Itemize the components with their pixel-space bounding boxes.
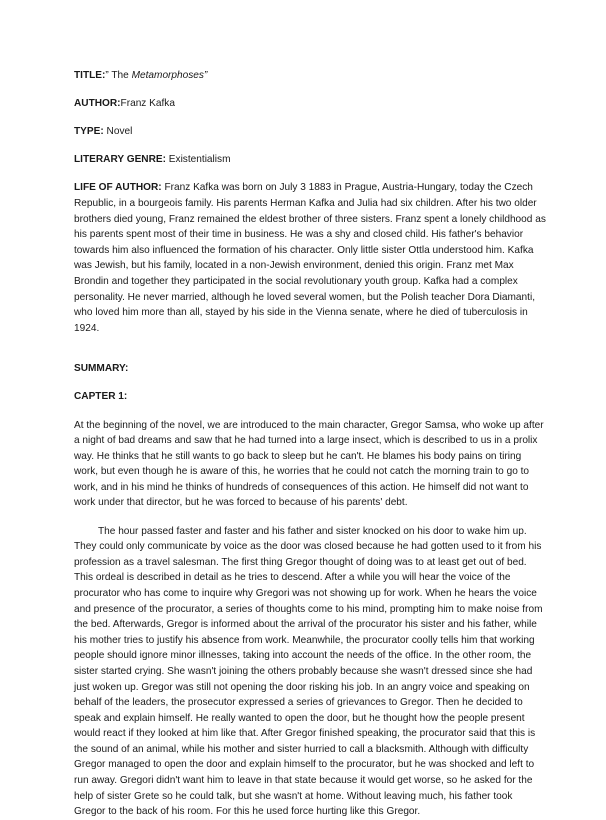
type-label: TYPE: [74, 126, 104, 138]
genre-label: LITERARY GENRE: [74, 154, 166, 166]
genre-line [74, 152, 546, 168]
title-prefix: ” The [105, 70, 132, 81]
title-line [74, 68, 546, 84]
chapter-heading-text: CAPTER 1: [74, 391, 128, 403]
author-value: Franz Kafka [120, 98, 175, 110]
summary-heading-text: SUMMARY: [74, 363, 129, 375]
life-of-author-paragraph [74, 180, 546, 336]
life-text: Franz Kafka was born on July 3 1883 in Prague, Austria-Hungary, today the Czech Republic, in a bourgeois family. His parents Herman Kafka and Julia had six children. After his two older brothers died young, Franz remained the eldest brother of three sisters. Franz spent a lonely childhood as his parents spent most of their time in business. He was a shy and closed child. His father's behavior towards him also influenced the formation of his character. Only little sister Ottla understood him. Kafka was Jewish, but his family, located in a non-Jewish environment, denied this origin. Franz met Max Brondin and together they participated in the social revolutionary youth group. Kafka had a complex personality. He never married, although he loved several women, but the Polish teacher Dora Diamanti, who loved him more than all, stayed by his side in the Vienna senate, where he died of tuberculosis in 1924. [74, 182, 546, 334]
type-value: Novel [103, 126, 133, 138]
summary-heading [74, 361, 546, 377]
summary-paragraph-1: At the beginning of the novel, we are introduced to the main character, Gregor Samsa, who woke up after a night of bad dreams and saw that he had turned into a large insect, which is described to us in a prolix way. He thinks that he still wants to go back to sleep but he can't. He blames his body pains on tiring work, but even though he is aware of this, he worries that he could not catch the morning train to go to work, and in his mind he thinks of hundreds of consequences of this action. He himself did not want to work under that director, but he was forced to because of his parents' debt. [74, 419, 544, 509]
title-value: Metamorphoses” [131, 70, 208, 81]
chapter-heading [74, 389, 546, 405]
genre-value: Existentialism [165, 154, 231, 166]
author-label: AUTHOR: [74, 98, 121, 110]
title-label: TITLE: [74, 70, 106, 81]
author-line [74, 96, 546, 112]
type-line [74, 124, 546, 140]
summary-paragraph-2: The hour passed faster and faster and his father and sister knocked on his door to wake him up. They could only communicate by voice as the door was closed because he had gotten used to it from his profession as a travel salesman. The first thing Gregor thought of doing was to at least get out of bed. This ordeal is described in detail as he tries to descend. After a while you will hear the voice of the procurator who has come to inquire why Gregori was not showing up for work. When he hears the voice and presence of the procurator, a series of thoughts come to his mind, prompting him to make noise from the bed. Afterwards, Gregor is informed about the arrival of the procurator his sister and his father, while his mother tries to justify his absence from work. Meanwhile, the procurator coolly tells him that working people should ignore minor illnesses, taking into account the needs of the office. In the other room, the sister started crying. She wasn't joining the others probably because she wasn't dressed since she had just woken up. Gregor was still not opening the door risking his job. In an angry voice and speaking on behalf of the leaders, the prosecutor expressed a series of grievances to Gregor. Then he decided to speak and explain himself. He really wanted to open the door, but he thought how the people present would react if they looked at him like that. After Gregor finished speaking, the procurator said that this is the sound of an animal, while his mother and sister hurried to call a blacksmith. Although with difficulty Gregor managed to open the door and explain himself to the procurator, but he was shocked and left to run away. Gregori didn't want him to leave in that state because it would get worse, so he asked for the help of sister Grete so he could talk, but she wasn't at home. Without leaving much, his father took Gregor to the back of his room. For this he used force hurting like this Gregor. [74, 525, 543, 818]
life-label: LIFE OF AUTHOR: [74, 182, 162, 194]
